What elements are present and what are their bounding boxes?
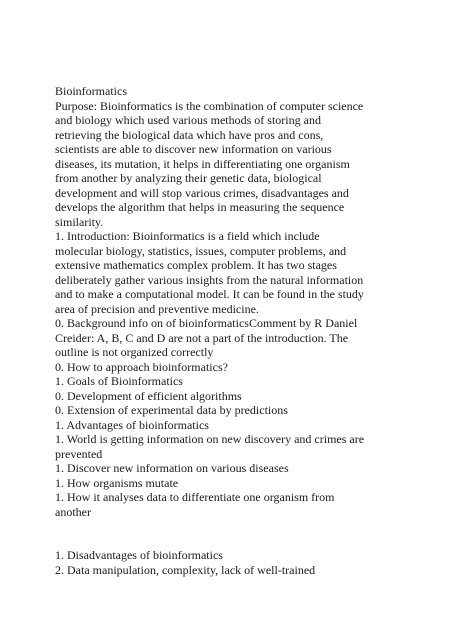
text-line: 1. Goals of Bioinformatics	[55, 374, 183, 388]
document-title: Bioinformatics	[55, 84, 127, 98]
text-line: 0. Background info on of bioinformaticsComment by R Daniel	[55, 316, 358, 330]
text-line: 2. Data manipulation, complexity, lack of well-trained	[55, 562, 316, 577]
text-line: molecular biology, statistics, issues, computer problems, and	[55, 243, 347, 258]
text-line: from another by analyzing their genetic data, biological	[55, 171, 322, 185]
text-line: prevented	[55, 446, 103, 461]
text-line: Creider: A, B, C and D are not a part of the introduction. The	[55, 330, 349, 345]
text-line: area of precision and preventive medicine.	[55, 301, 259, 316]
text-line: another	[55, 504, 91, 519]
document-body	[55, 84, 435, 577]
text-line: 1. Discover new information on various diseases	[55, 461, 289, 475]
text-line: similarity.	[55, 214, 104, 229]
paragraph-gap	[55, 519, 435, 548]
text-line: outline is not organized correctly	[55, 345, 214, 359]
text-line: scientists are able to discover new information on various	[55, 142, 332, 156]
text-line: develops the algorithm that helps in measuring the sequence	[55, 200, 345, 214]
text-line: 1. Introduction: Bioinformatics is a field which include	[55, 229, 320, 243]
text-line: 1. How it analyses data to differentiate one organism from	[55, 490, 335, 504]
text-line: Purpose: Bioinformatics is the combination of computer science	[55, 98, 364, 113]
text-line: 1. Disadvantages of bioinformatics	[55, 548, 223, 562]
text-line: extensive mathematics complex problem. It has two stages	[55, 258, 337, 272]
text-line: diseases, its mutation, it helps in differentiating one organism	[55, 156, 350, 171]
text-line: retrieving the biological data which have pros and cons,	[55, 127, 324, 142]
text-line: and to make a computational model. It can be found in the study	[55, 287, 364, 301]
text-line: 1. Advantages of bioinformatics	[55, 417, 209, 432]
text-line: 0. How to approach bioinformatics?	[55, 359, 228, 374]
text-line: development and will stop various crimes, disadvantages and	[55, 185, 349, 200]
text-line: 1. World is getting information on new discovery and crimes are	[55, 432, 365, 446]
text-line: 0. Extension of experimental data by predictions	[55, 403, 288, 417]
text-line: 0. Development of efficient algorithms	[55, 388, 242, 403]
text-line: deliberately gather various insights from the natural information	[55, 272, 364, 287]
text-line: 1. How organisms mutate	[55, 475, 179, 490]
text-line: and biology which used various methods of storing and	[55, 113, 321, 127]
